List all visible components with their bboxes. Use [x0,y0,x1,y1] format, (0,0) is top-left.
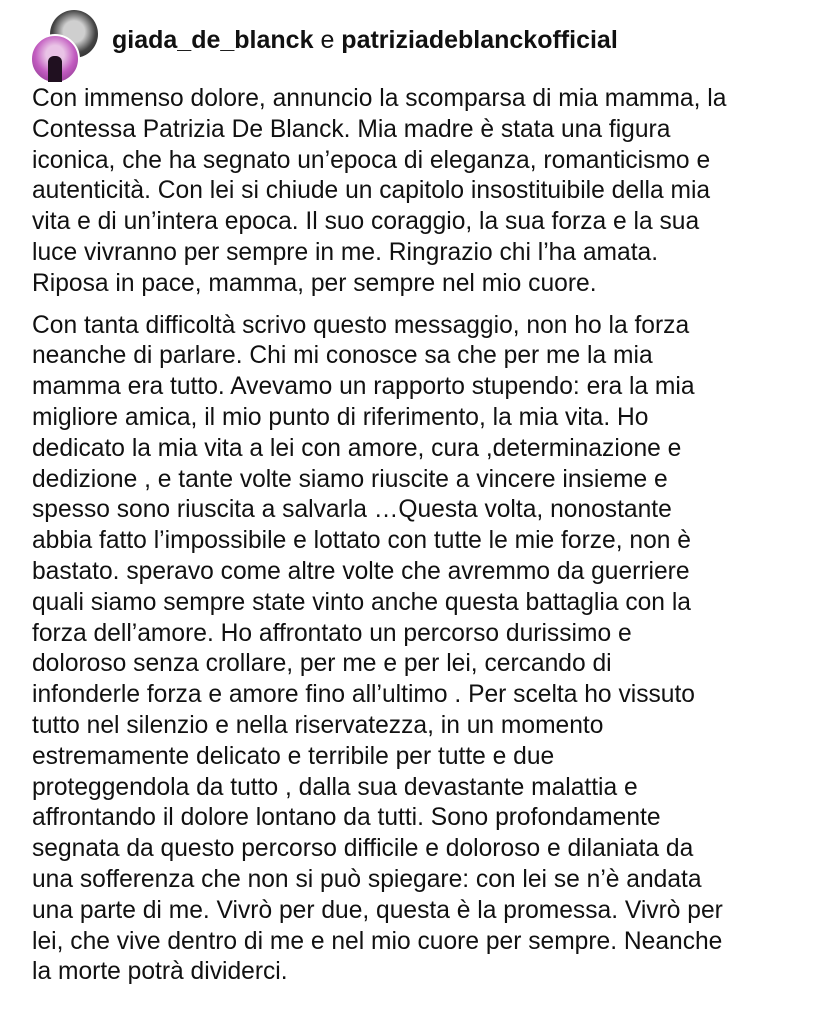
username-patriziadeblanckofficial[interactable]: patriziadeblanckofficial [341,26,618,54]
avatar-giada-de-blanck[interactable] [30,34,80,84]
username-giada-de-blanck[interactable]: giada_de_blanck [112,26,314,54]
caption-line: forza dell’amore. Ho affrontato un percorso durissimo e [32,619,632,647]
caption-line: estremamente delicato e terribile per tutte e due [32,742,555,770]
caption-line: quali siamo sempre state vinto anche questa battaglia con la [32,588,691,616]
caption-paragraph [32,311,726,989]
caption-line: segnata da questo percorso difficile e doloroso e dilaniata da [32,835,694,863]
caption-line: la morte potrà dividerci. [32,958,288,986]
caption-line: vita e di un’intera epoca. Il suo coraggio, la sua forza e la sua [32,208,700,236]
caption-line: abbia fatto l’impossibile e lottato con tutte le mie forze, non è [32,527,691,555]
caption-line: Contessa Patrizia De Blanck. Mia madre è stata una figura [32,115,671,143]
post-header [28,8,808,80]
caption-line: iconica, che ha segnato un’epoca di eleganza, romanticismo e [32,146,711,174]
caption-line: infonderle forza e amore fino all’ultimo . Per scelta ho vissuto [32,681,695,709]
caption-line: dedicato la mia vita a lei con amore, cura ,determinazione e [32,434,682,462]
caption-line: Con tanta difficoltà scrivo questo messaggio, non ho la forza [32,311,690,339]
caption-line: mamma era tutto. Avevamo un rapporto stupendo: era la mia [32,373,695,401]
caption-line: lei, che vive dentro di me e nel mio cuore per sempre. Neanche [32,927,723,955]
caption-line: Riposa in pace, mamma, per sempre nel mio cuore. [32,269,597,297]
caption-line: bastato. speravo come altre volte che avremmo da guerriere [32,557,690,585]
caption-line: migliore amica, il mio punto di riferimento, la mia vita. Ho [32,403,649,431]
caption-line: una parte di me. Vivrò per due, questa è la promessa. Vivrò per [32,896,723,924]
connector-text: e [320,26,335,54]
caption-line: doloroso senza crollare, per me e per lei, cercando di [32,650,612,678]
caption-line: affrontando il dolore lontano da tutti. Sono profondamente [32,804,661,832]
caption-line: autenticità. Con lei si chiude un capitolo insostituibile della mia [32,177,711,205]
caption-line: tutto nel silenzio e nella riservatezza, in un momento [32,711,604,739]
caption-paragraph [32,84,726,300]
caption-line: spesso sono riuscita a salvarla …Questa volta, nonostante [32,496,672,524]
collab-usernames [112,26,618,55]
caption-line: luce vivranno per sempre in me. Ringrazio chi l’ha amata. [32,238,659,266]
caption-line: Con immenso dolore, annuncio la scomparsa di mia mamma, la [32,85,727,112]
caption-line: neanche di parlare. Chi mi conosce sa che per me la mia [32,342,653,370]
caption-line: dedizione , e tante volte siamo riuscite a vincere insieme e [32,465,668,493]
caption-line: proteggendola da tutto , dalla sua devastante malattia e [32,773,638,801]
post-caption [32,84,726,999]
caption-line: una sofferenza che non si può spiegare: con lei se n’è andata [32,865,702,893]
